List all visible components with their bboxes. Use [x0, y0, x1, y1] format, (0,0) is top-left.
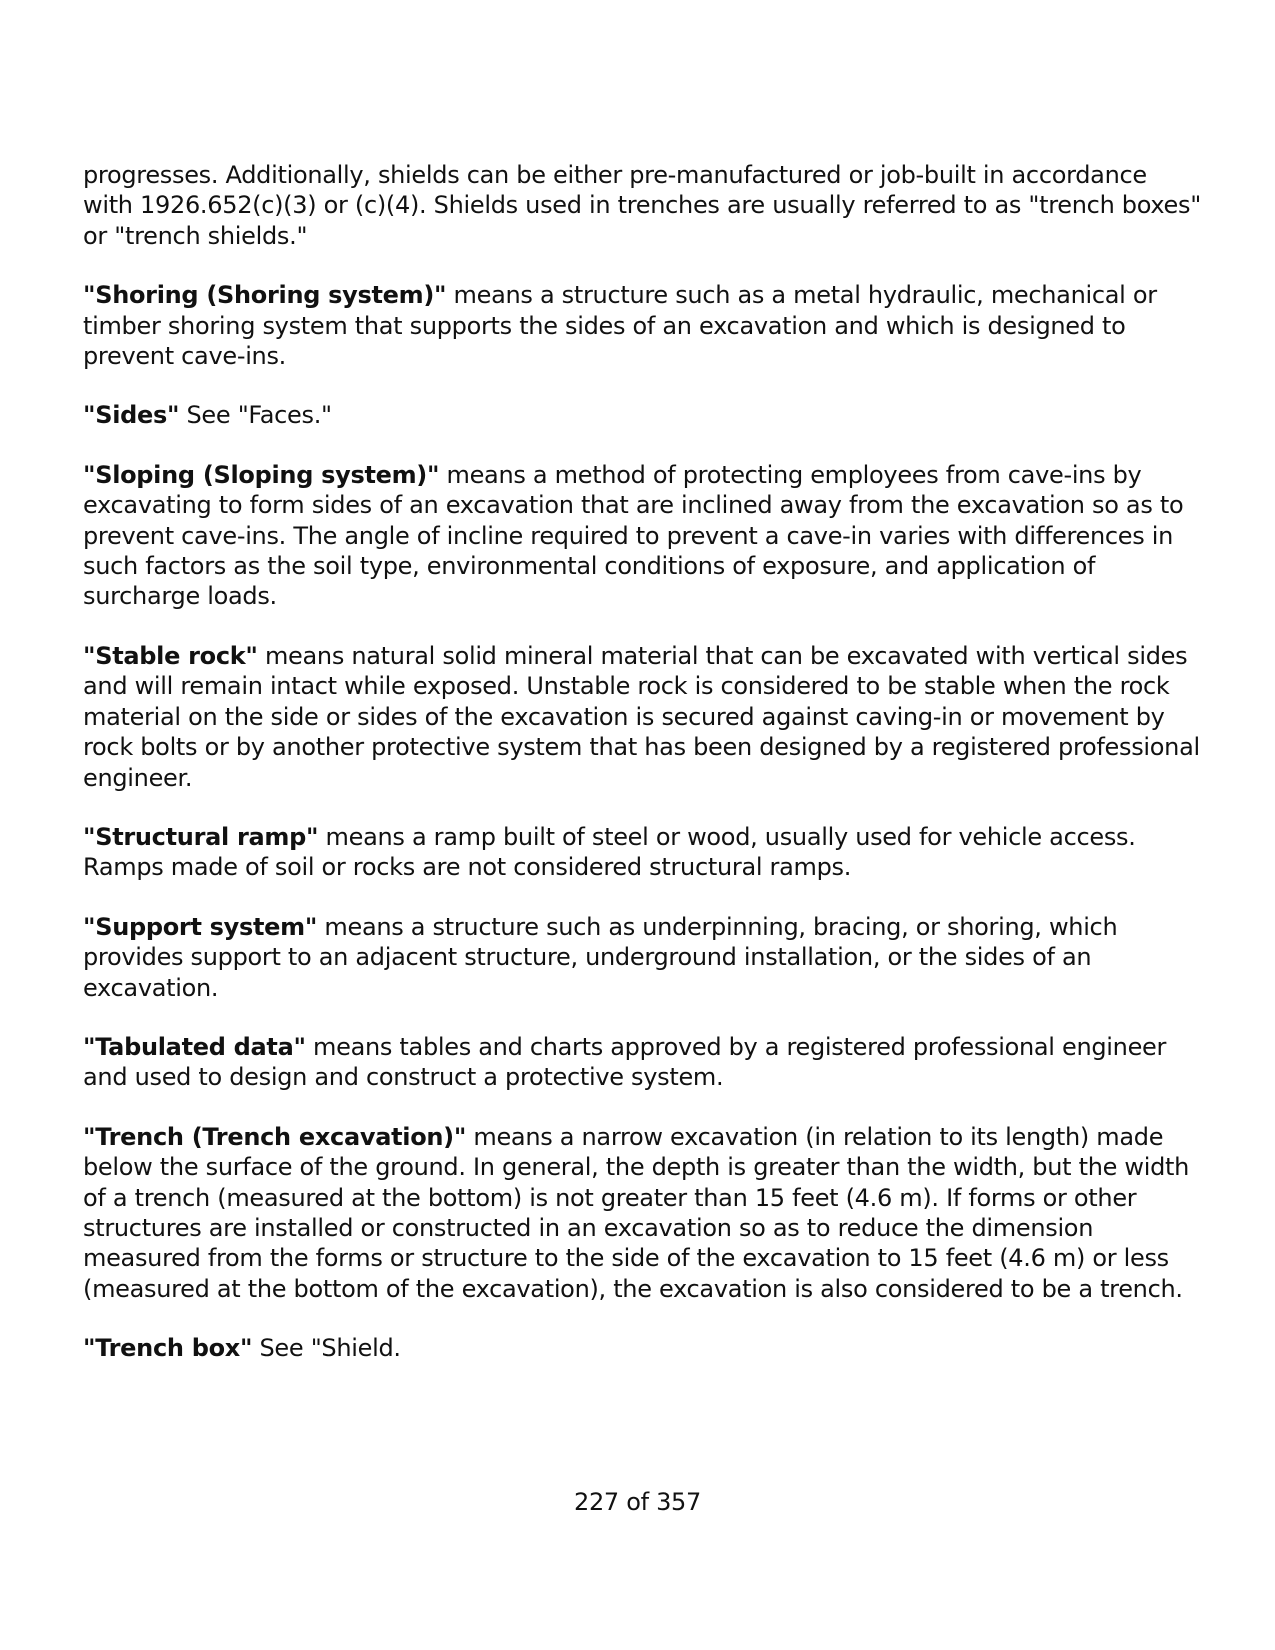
- definition-term: "Stable rock": [83, 641, 258, 670]
- definition-text: means a method of protecting employees from cave-ins by excavating to form sides of an excavation that are inclined away from the excavation so as to prevent cave-ins. The angle of incline required to prevent a cave-in varies with differences in such factors as the soil type, environmental conditions of exposure, and application of surcharge loads.: [83, 460, 1184, 611]
- definition-term: "Sides": [83, 401, 180, 430]
- definition-term: "Structural ramp": [83, 822, 319, 851]
- definition-support-system: [83, 912, 1203, 1003]
- definition-sloping: [83, 460, 1203, 612]
- definition-text: means a structure such as a metal hydraulic, mechanical or timber shoring system that supports the sides of an excavation and which is designed to prevent cave-ins.: [83, 281, 1157, 371]
- definition-structural-ramp: [83, 822, 1203, 883]
- definition-trench: [83, 1122, 1203, 1304]
- definition-term: "Shoring (Shoring system)": [83, 281, 447, 310]
- definition-term: "Trench (Trench excavation)": [83, 1122, 467, 1151]
- definition-sides: [83, 400, 1203, 430]
- definition-term: "Tabulated data": [83, 1032, 306, 1061]
- definition-text: means tables and charts approved by a registered professional engineer and used to design and construct a protective system.: [83, 1032, 1167, 1092]
- definition-tabulated-data: [83, 1032, 1203, 1093]
- definition-text: See "Faces.": [179, 401, 332, 430]
- definition-text: means natural solid mineral material that can be excavated with vertical sides and will remain intact while exposed. Unstable rock is considered to be stable when the rock material on the side or sides of the excavation is secured against caving-in or movement by rock bolts or by another protective system that has been designed by a registered professional engineer.: [83, 641, 1200, 792]
- definition-text: means a structure such as underpinning, bracing, or shoring, which provides support to an adjacent structure, underground installation, or the sides of an excavation.: [83, 912, 1118, 1002]
- definition-shoring: [83, 280, 1203, 371]
- definition-text: See "Shield.: [252, 1334, 401, 1363]
- definition-trench-box: [83, 1333, 1203, 1363]
- definition-text: means a ramp built of steel or wood, usually used for vehicle access. Ramps made of soil or rocks are not considered structural ramps.: [83, 822, 1136, 882]
- definition-term: "Support system": [83, 912, 318, 941]
- definition-text: means a narrow excavation (in relation to its length) made below the surface of the ground. In general, the depth is greater than the width, but the width of a trench (measured at the bottom) is not greater than 15 feet (4.6 m). If forms or other structures are installed or constructed in an excavation so as to reduce the dimension measured from the forms or structure to the side of the excavation to 15 feet (4.6 m) or less (measured at the bottom of the excavation), the excavation is also considered to be a trench.: [83, 1122, 1190, 1303]
- page-number: 227 of 357: [573, 1488, 701, 1516]
- definition-term: "Sloping (Sloping system)": [83, 460, 440, 489]
- intro-paragraph: progresses. Additionally, shields can be either pre-manufactured or job-built in accordance with 1926.652(c)(3) or (c)(4). Shields used in trenches are usually referred to as "trench boxes" or "trench shields.": [83, 161, 1201, 250]
- document-body: [83, 160, 1203, 1393]
- definition-stable-rock: [83, 641, 1203, 793]
- definition-term: "Trench box": [83, 1334, 253, 1363]
